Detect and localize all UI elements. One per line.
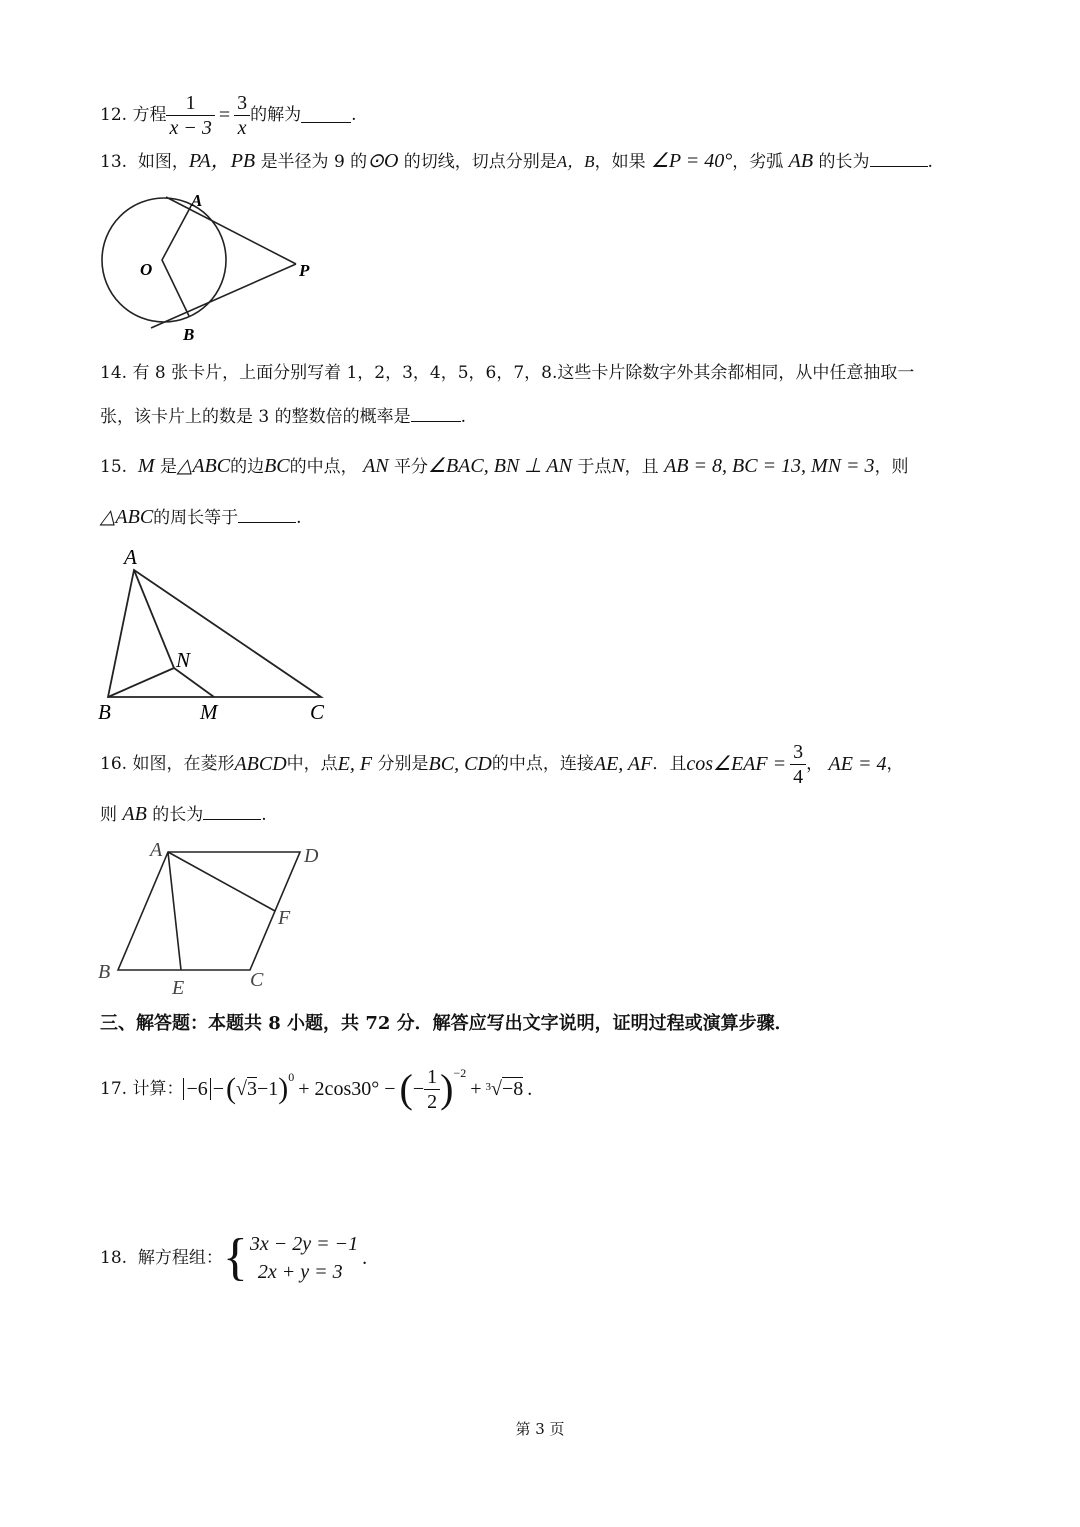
q16-label-e: E <box>172 977 185 999</box>
q16-figure-rhombus <box>94 836 334 1000</box>
q17-end: . <box>527 1078 533 1100</box>
q17-sqrt-arg: 3 <box>247 1078 257 1100</box>
q16-math-ae-af: AE, AF <box>593 753 653 775</box>
q16-text-9: 的长为 <box>152 805 204 825</box>
q18-equation-2: 2x + y = 3 <box>257 1261 343 1283</box>
q16-label-c: C <box>250 969 264 991</box>
q16-text-7: ， <box>886 754 904 774</box>
q17-cos-term: + 2cos30° − <box>298 1078 396 1100</box>
q16-math-ae: AE = 4 <box>828 753 887 775</box>
q15-text-6: ，且 <box>624 457 659 477</box>
question-14-line-2 <box>100 406 466 428</box>
section-3-heading: 三、解答题：本题共 8 小题，共 72 分．解答应写出文字说明，证明过程或演算步骤． <box>100 1013 793 1034</box>
q16-label-f: F <box>278 907 291 929</box>
q16-end: . <box>261 805 267 825</box>
q16-frac-den: 4 <box>793 765 804 788</box>
question-18 <box>100 1228 367 1288</box>
q16-frac-num: 3 <box>790 740 806 765</box>
q17-paren-close-1: ) <box>278 1072 289 1105</box>
q15-math-m: M <box>137 455 155 477</box>
q15-math-angle: ∠BAC, BN ⊥ AN <box>428 455 572 477</box>
q16-text-2: 中，点 <box>286 754 338 774</box>
q17-exponent-neg2: −2 <box>453 1066 467 1080</box>
q17-paren-open-2: ( <box>399 1066 413 1111</box>
q13-tangent-pb <box>151 264 296 328</box>
page-footer: 第 3 页 <box>515 1420 565 1438</box>
q12-fraction-left <box>166 91 214 140</box>
q13-figure-circle-tangents <box>96 188 326 348</box>
q16-text-3: 分别是 <box>377 754 429 774</box>
question-13 <box>100 150 933 173</box>
q13-text-5: ，劣弧 <box>732 152 784 172</box>
q15-bisector-an <box>134 570 174 668</box>
q15-label-a: A <box>124 545 137 569</box>
q12-equals: = <box>218 104 231 126</box>
q17-minus-half: − <box>412 1078 425 1100</box>
q13-text-3: 的切线，切点分别是 <box>403 152 557 172</box>
q15-label-n: N <box>176 648 191 672</box>
q13-text-2: 是半径为 9 的 <box>260 152 368 172</box>
q13-end: . <box>927 152 933 172</box>
q13-math-pa-pb: PA，PB <box>188 150 256 172</box>
q15-end: . <box>296 508 302 528</box>
q18-number: 18. <box>100 1248 128 1268</box>
q17-plus-2: + <box>470 1078 482 1100</box>
q17-cube-arg: −8 <box>501 1078 524 1100</box>
q12-frac2-num: 3 <box>234 91 250 116</box>
q12-frac1-num: 1 <box>166 91 214 116</box>
q15-answer-blank <box>238 508 296 523</box>
q17-sqrt: √3 <box>236 1078 257 1100</box>
q16-label-a: A <box>150 839 163 861</box>
q17-cube-index: 3 <box>485 1081 491 1093</box>
q16-math-bc-cd: BC, CD <box>428 753 492 775</box>
q15-math-triangle: △ABC <box>176 455 231 477</box>
q15-math-n: N <box>611 455 625 477</box>
q15-math-an: AN <box>363 455 389 477</box>
q12-number: 12. <box>100 105 128 125</box>
q13-label-b: B <box>183 325 195 344</box>
q16-text-4: 的中点，连接 <box>491 754 594 774</box>
q15-text-2: 的边 <box>230 457 265 477</box>
question-14-line-1: 14. 有 8 张卡片，上面分别写着 1，2，3，4，5，6，7，8.这些卡片除数字外其余都相同，从中任意抽取一 <box>100 363 915 383</box>
q12-frac1-den: x − 3 <box>169 116 212 139</box>
q16-label-b: B <box>98 961 111 983</box>
q15-math-lengths: AB = 8, BC = 13, MN = 3 <box>664 455 875 477</box>
q13-math-ab: A，B <box>556 152 595 171</box>
q18-end: . <box>362 1247 368 1269</box>
q17-exponent-0: 0 <box>288 1070 295 1084</box>
q16-math-ef: E, F <box>337 753 373 775</box>
q13-tangent-pa <box>166 197 296 264</box>
q16-rhombus-abcd <box>118 852 300 970</box>
q12-frac2-den: x <box>237 116 247 139</box>
q17-minus-1: − <box>212 1078 225 1100</box>
q15-label-m: M <box>200 700 218 724</box>
q16-segment-ae <box>168 852 181 970</box>
q17-fraction-half <box>424 1065 440 1114</box>
question-12 <box>100 92 357 138</box>
q12-fraction-right <box>234 91 250 140</box>
q15-text-1: 是 <box>159 457 177 477</box>
q15-text-3: 的中点， <box>289 457 358 477</box>
q17-number: 17. <box>100 1079 128 1099</box>
q17-paren-close-2: ) <box>440 1066 454 1111</box>
q12-answer-blank <box>301 108 351 123</box>
q17-minus-one: −1 <box>257 1078 279 1100</box>
q13-math-circle-o: ⊙O <box>367 150 399 172</box>
q13-text-4: ，如果 <box>594 152 646 172</box>
q12-tail: 的解为 <box>250 105 302 125</box>
q16-number: 16. <box>100 754 128 774</box>
q15-text-8: 的周长等于 <box>153 508 239 528</box>
q15-text-7: ，则 <box>874 457 909 477</box>
q13-math-arc-ab: AB <box>788 150 814 172</box>
q13-radii <box>162 206 191 316</box>
q13-number: 13. <box>100 152 128 172</box>
q13-label-a: A <box>191 191 203 210</box>
q16-answer-blank <box>203 805 261 820</box>
q13-label-o: O <box>140 260 153 279</box>
q15-segment-nm <box>174 668 214 697</box>
q16-text-1: 如图，在菱形 <box>132 754 235 774</box>
q14-end: . <box>460 407 467 427</box>
q16-fraction <box>790 740 806 789</box>
q15-text-5: 于点 <box>577 457 612 477</box>
q15-label-b: B <box>98 700 111 724</box>
q16-math-cos: cos∠EAF = <box>686 753 787 775</box>
q15-figure-triangle <box>92 542 342 724</box>
q15-label-c: C <box>310 700 325 724</box>
q15-math-bc: BC <box>264 455 290 477</box>
q14-text: 张，该卡片上的数是 3 的整数倍的概率是 <box>100 407 411 427</box>
q15-triangle-abc <box>108 570 321 697</box>
q17-cube-root: √−8 <box>491 1078 524 1100</box>
q12-end: . <box>351 105 357 125</box>
q13-math-angle-p: ∠P = 40° <box>650 150 733 172</box>
q15-math-triangle-2: △ABC <box>100 506 154 528</box>
question-15-line-2 <box>100 506 302 529</box>
q13-answer-blank <box>870 152 928 167</box>
q16-text-6: ， <box>806 754 824 774</box>
q18-system <box>250 1230 358 1286</box>
q13-label-p: P <box>299 261 310 280</box>
q16-math-abcd: ABCD <box>234 753 287 775</box>
q16-label-d: D <box>304 845 319 867</box>
question-15-line-1 <box>100 455 909 478</box>
q18-brace: { <box>222 1229 248 1286</box>
q13-text-6: 的长为 <box>818 152 870 172</box>
q13-text-1: 如图， <box>137 152 189 172</box>
q16-segment-af <box>168 852 275 911</box>
q17-label: 计算： <box>132 1079 184 1099</box>
q17-half-den: 2 <box>427 1090 438 1113</box>
q17-paren-open-1: ( <box>226 1072 237 1105</box>
q15-segment-bn <box>108 668 174 697</box>
q16-text-8: 则 <box>100 805 117 825</box>
question-17 <box>100 1062 532 1116</box>
q17-abs-arg: −6 <box>186 1078 208 1100</box>
q14-answer-blank <box>411 407 461 422</box>
q18-equation-1: 3x − 2y = −1 <box>249 1233 359 1255</box>
q18-label: 解方程组： <box>137 1248 223 1268</box>
q15-text-4: 平分 <box>394 457 429 477</box>
q15-number: 15. <box>100 457 128 477</box>
q16-text-5: ．且 <box>652 754 687 774</box>
q17-abs-value <box>183 1078 210 1100</box>
question-16-line-1 <box>100 740 903 788</box>
question-16-line-2 <box>100 803 267 826</box>
q16-math-ab: AB <box>122 803 147 825</box>
q12-label: 方程 <box>132 105 167 125</box>
q17-half-num: 1 <box>424 1065 440 1090</box>
